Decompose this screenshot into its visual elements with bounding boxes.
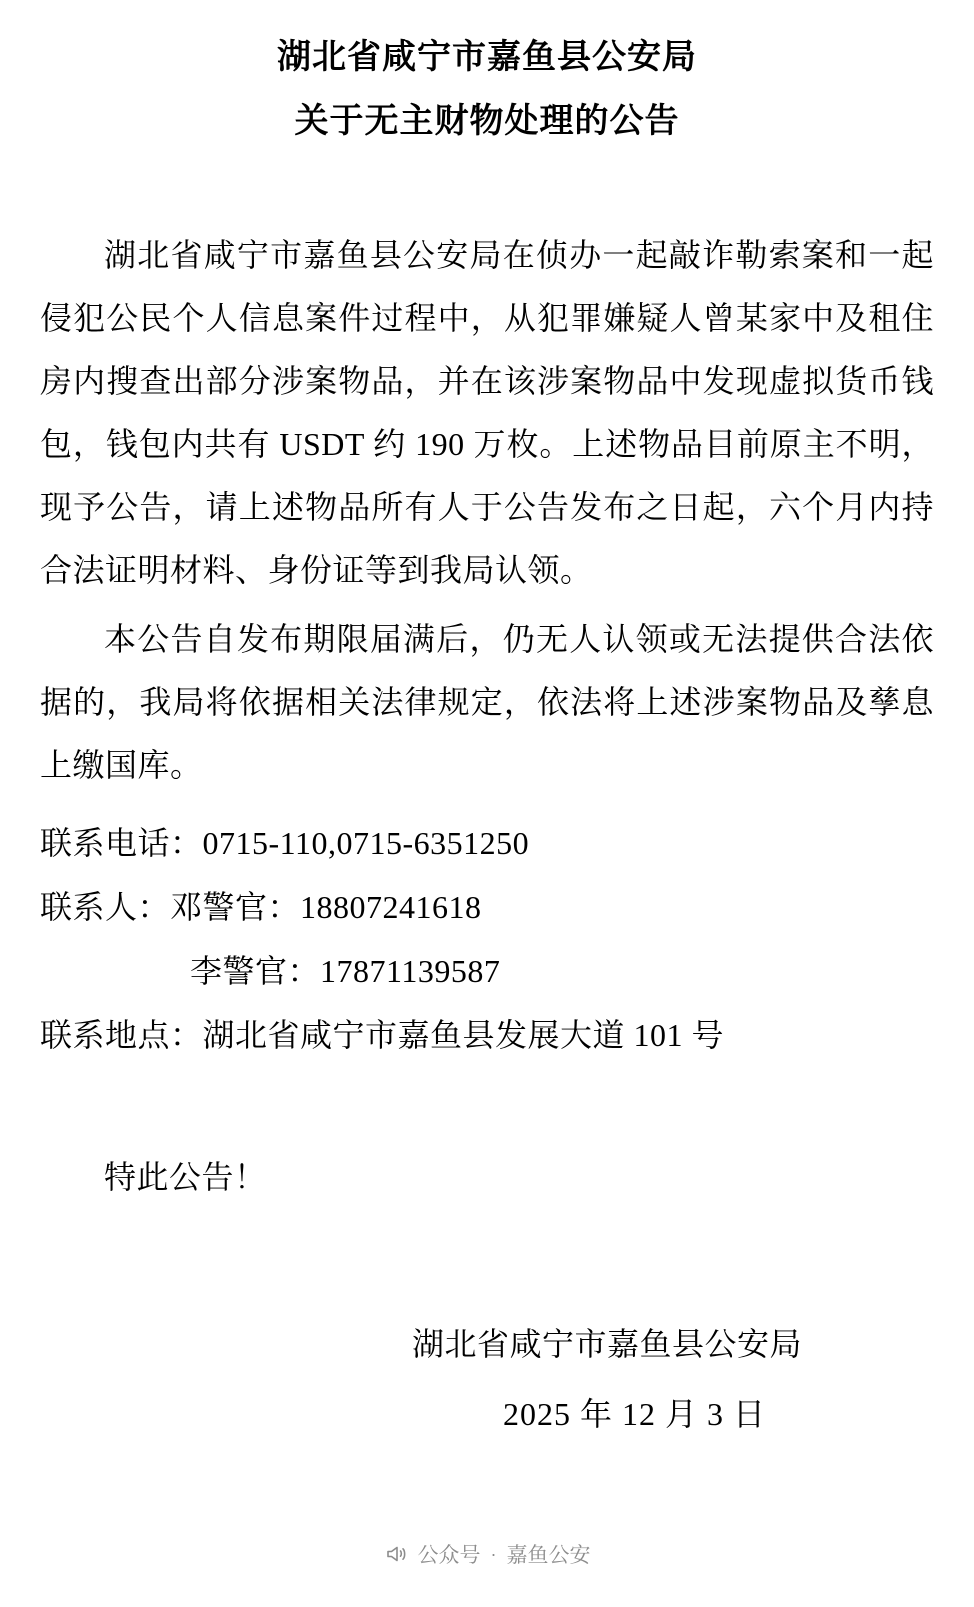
speaker-icon bbox=[384, 1542, 408, 1566]
signature-block bbox=[40, 1309, 934, 1449]
footer-label: 公众号 bbox=[417, 1544, 481, 1567]
contact-person-deng: 联系人：邓警官：18807241618 bbox=[40, 889, 482, 925]
contact-person-li: 李警官：17871139587 bbox=[190, 953, 501, 989]
document-title bbox=[40, 26, 934, 154]
closing-notice: 特此公告！ bbox=[104, 1159, 267, 1195]
paragraph-2: 本公告自发布期限届满后，仍无人认领或无法提供合法依据的，我局将依据相关法律规定，依法将上述涉案物品及孳息上缴国库。 bbox=[40, 621, 934, 783]
contact-info bbox=[40, 811, 934, 1067]
signature-date: 2025 年 12 月 3 日 bbox=[502, 1396, 766, 1432]
title-line-2: 关于无主财物处理的公告 bbox=[294, 103, 680, 140]
footer-separator: · bbox=[490, 1544, 497, 1564]
footer-watermark bbox=[0, 1539, 974, 1569]
contact-phone: 联系电话：0715-110,0715-6351250 bbox=[40, 825, 530, 861]
paragraph-1: 湖北省咸宁市嘉鱼县公安局在侦办一起敲诈勒索案和一起侵犯公民个人信息案件过程中，从犯罪嫌疑人曾某家中及租住房内搜查出部分涉案物品，并在该涉案物品中发现虚拟货币钱包，钱包内共有 USDT 约 190 万枚。上述物品目前原主不明，现予公告，请上述物品所有人于公告发布之日起，六个月内持合法证明材料、身份证等到我局认领。 bbox=[40, 237, 934, 588]
contact-address: 联系地点：湖北省咸宁市嘉鱼县发展大道 101 号 bbox=[40, 1017, 725, 1053]
footer-account: 嘉鱼公安 bbox=[506, 1544, 591, 1567]
document-body bbox=[40, 224, 934, 797]
title-line-1: 湖北省咸宁市嘉鱼县公安局 bbox=[277, 39, 697, 76]
signature-org: 湖北省咸宁市嘉鱼县公安局 bbox=[411, 1326, 802, 1362]
